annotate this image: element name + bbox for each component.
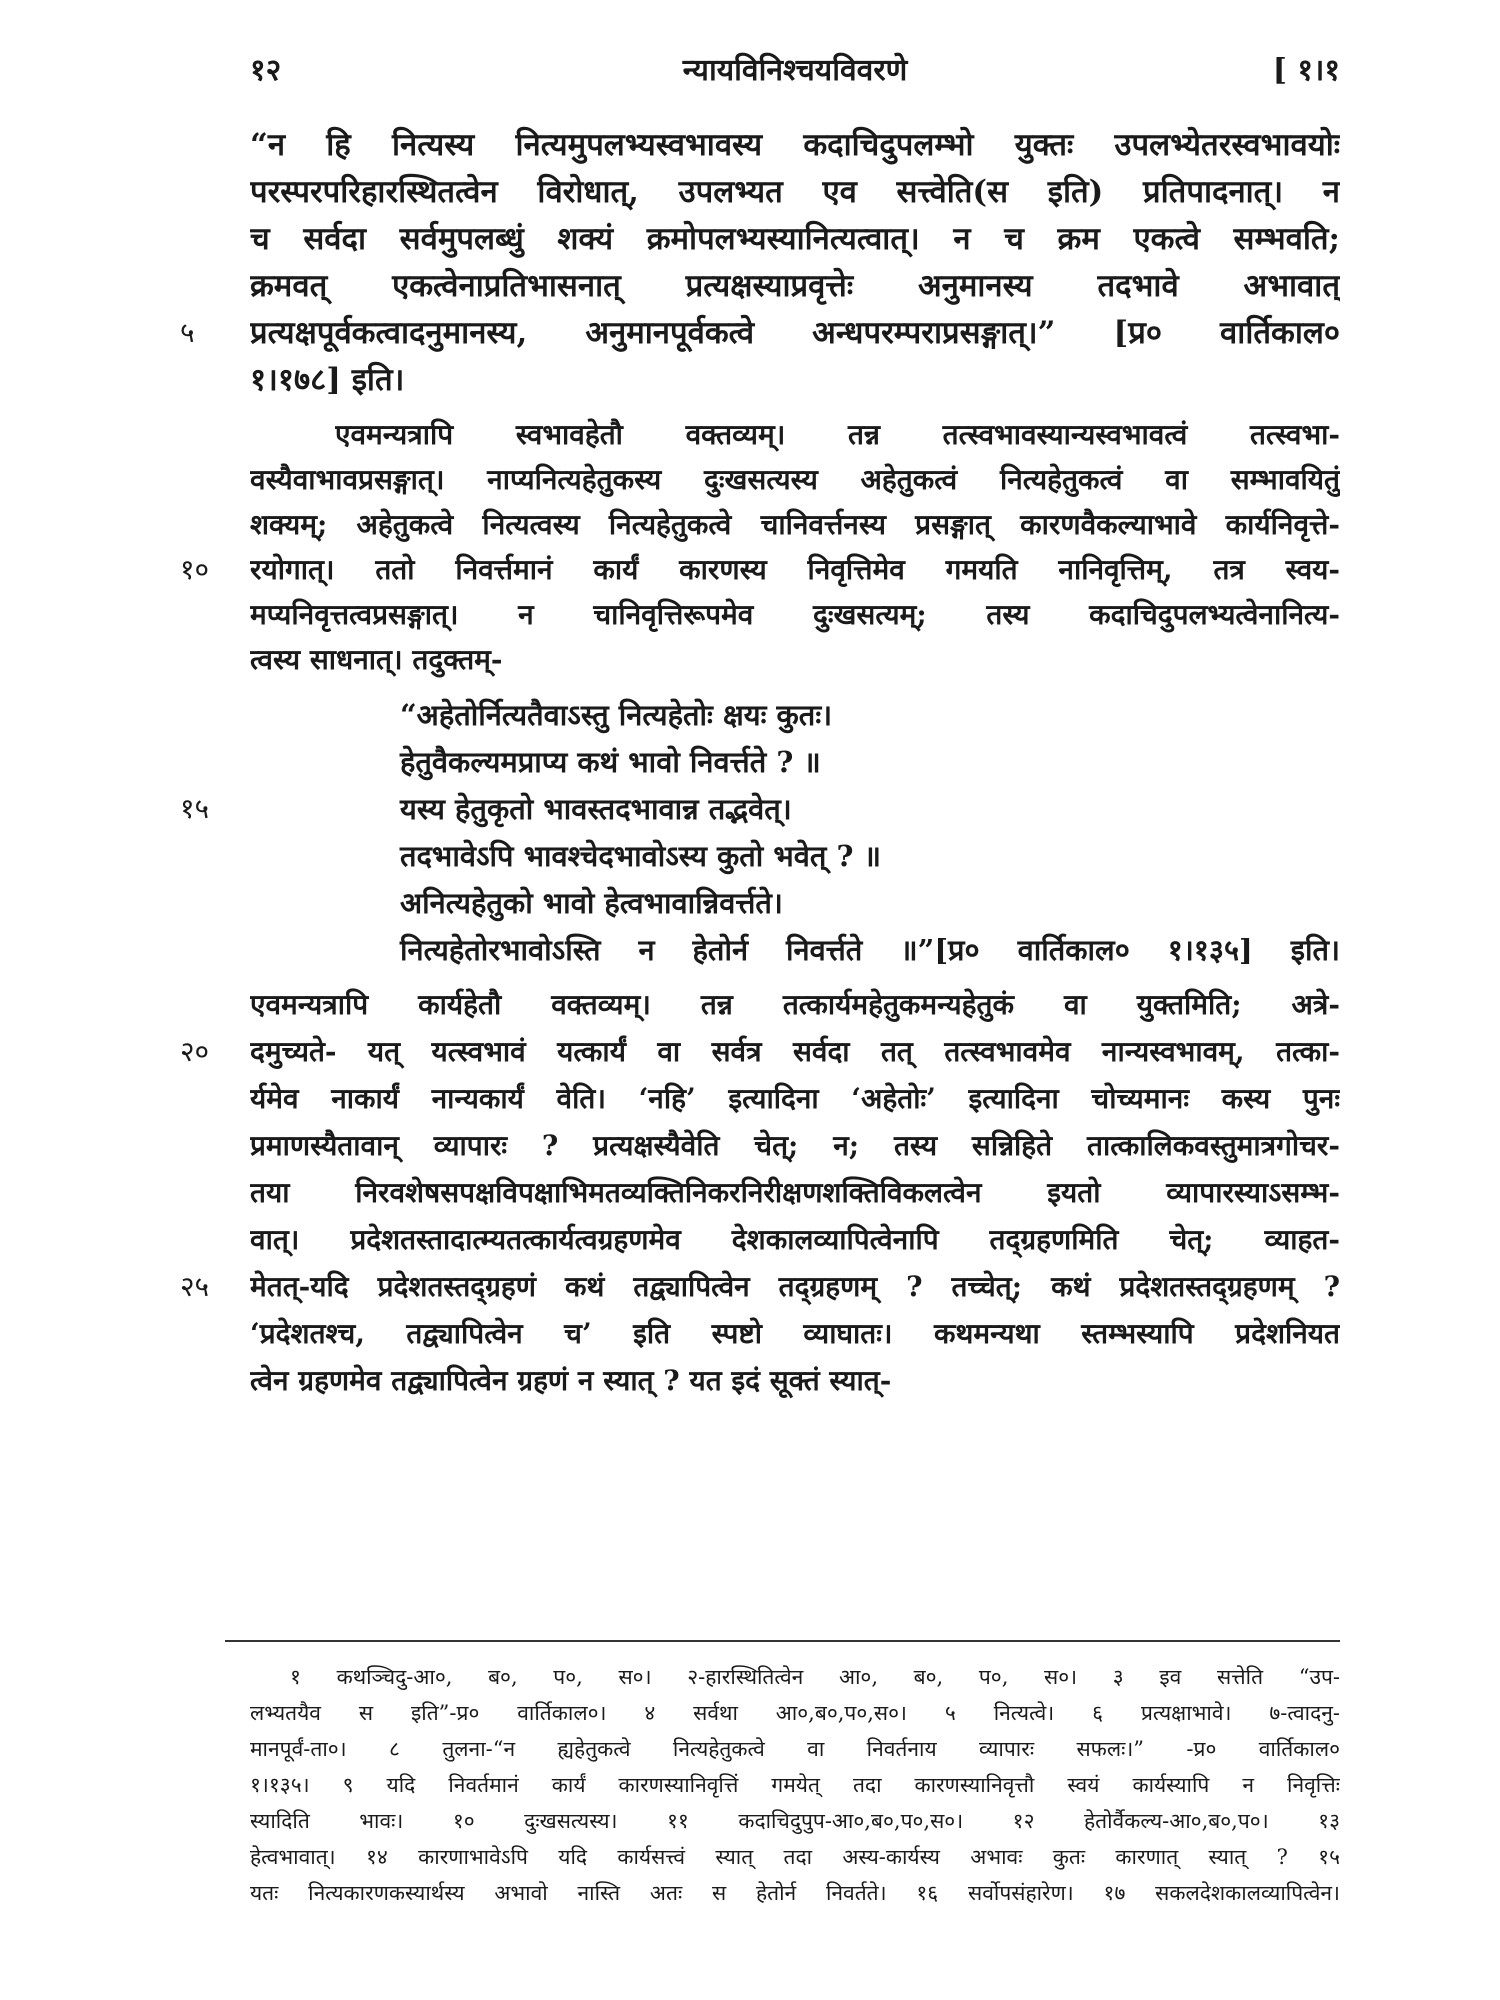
footnote-line: मानपूर्वं-ता०। ८ तुलना-“न ह्यहेतुकत्वे नित्यहेतुकत्वे वा निवर्तनाय व्यापारः सफलः।” -प्र० वार्तिकाल० [250,1737,1340,1761]
body-line: र्यमेव नाकार्यं नान्यकार्यं वेति। ‘नहि’ इत्यादिना ‘अहेतोः’ इत्यादिना चोच्यमानः कस्य पुनः [250,1082,1340,1115]
verse-line: “अहेतोर्नित्यतैवाऽस्तु नित्यहेतोः क्षयः कुतः। [400,698,833,732]
quote-line: “न हि नित्यस्य नित्यमुपलभ्यस्वभावस्य कदाचिदुपलम्भो युक्तः उपलभ्येतरस्वभावयोः [250,127,1340,163]
page-number: १२ [250,53,282,88]
verse-line: यस्य हेतुकृतो भावस्तदभावान्न तद्भवेत्। [400,792,792,826]
body-line: मेतत्-यदि प्रदेशतस्तद्ग्रहणं कथं तद्व्यापित्वेन तद्ग्रहणम् ? तच्चेत्; कथं प्रदेशतस्तद्ग्रहणम् ? [250,1270,1340,1303]
running-title: न्यायविनिश्चयविवरणे [682,53,908,88]
line-number: १० [180,553,210,586]
body-line: प्रमाणस्यैतावान् व्यापारः ? प्रत्यक्षस्यैवेति चेत्; न; तस्य सन्निहिते तात्कालिकवस्तुमात्रगोचर- [250,1129,1340,1162]
line-number: २५ [180,1270,210,1303]
verse-line: नित्यहेतोरभावोऽस्ति न हेतोर्न निवर्त्तते ॥”[प्र० वार्तिकाल० १।१३५] इति। [400,933,1340,967]
body-line: त्वेन ग्रहणमेव तद्व्यापित्वेन ग्रहणं न स्यात् ? यत इदं सूक्तं स्यात्- [250,1364,892,1397]
footnote-line: १ कथञ्चिदु-आ०, ब०, प०, स०। २-हारस्थितित्वेन आ०, ब०, प०, स०। ३ इव सत्तेति “उप- [290,1665,1340,1689]
footnote-line: १।१३५। ९ यदि निवर्तमानं कार्यं कारणस्यानिवृत्तिं गमयेत् तदा कारणस्यानिवृत्तौ स्वयं कार्यस्यापि न निवृत्तिः [250,1773,1340,1797]
page-header [250,48,1340,98]
footnote-line: हेत्वभावात्। १४ कारणाभावेऽपि यदि कार्यसत्त्वं स्यात् तदा अस्य-कार्यस्य अभावः कुतः कारणात् स्यात् ? १५ [250,1845,1340,1869]
quote-line: क्रमवत् एकत्वेनाप्रतिभासनात् प्रत्यक्षस्याप्रवृत्तेः अनुमानस्य तदभावे अभावात् [250,268,1340,304]
body-line: दमुच्यते- यत् यत्स्वभावं यत्कार्यं वा सर्वत्र सर्वदा तत् तत्स्वभावमेव नान्यस्वभावम्, तत्का- [250,1035,1340,1068]
quote-line: च सर्वदा सर्वमुपलब्धुं शक्यं क्रमोपलभ्यस्यानित्यत्वात्। न च क्रम एकत्वे सम्भवति; [250,221,1340,257]
quote-line: परस्परपरिहारस्थितत्वेन विरोधात्, उपलभ्यत एव सत्त्वेति(स इति) प्रतिपादनात्। न [250,174,1340,210]
footnote-divider [225,1640,1340,1642]
verse-line: अनित्यहेतुको भावो हेत्वभावान्निवर्त्तते। [400,886,783,920]
quote-line: १।१७८] इति। [250,362,405,398]
line-number: २० [180,1035,210,1068]
section-reference: [ १।१ [1272,53,1340,88]
footnote-line: स्यादिति भावः। १० दुःखसत्यस्य। ११ कदाचिदुपुप-आ०,ब०,प०,स०। १२ हेतोर्वैकल्य-आ०,ब०,प०। १३ [250,1809,1340,1833]
body-line: वात्। प्रदेशतस्तादात्म्यतत्कार्यत्वग्रहणमेव देशकालव्यापित्वेनापि तद्ग्रहणमिति चेत्; व्याहत- [250,1223,1340,1256]
body-line: तया निरवशेषसपक्षविपक्षाभिमतव्यक्तिनिकरनिरीक्षणशक्तिविकलत्वेन इयतो व्यापारस्याऽसम्भ- [250,1176,1340,1209]
body-line: एवमन्यत्रापि कार्यहेतौ वक्तव्यम्। तन्न तत्कार्यमहेतुकमन्यहेतुकं वा युक्तमिति; अत्रे- [250,988,1340,1021]
footnote-line: यतः नित्यकारणकस्यार्थस्य अभावो नास्ति अतः स हेतोर्न निवर्तते। १६ सर्वोपसंहारेण। १७ सकलदेशकालव्यापित्वेन। [250,1881,1340,1905]
verse-line: हेतुवैकल्यमप्राप्य कथं भावो निवर्त्तते ? ॥ [400,745,821,779]
body-line: त्वस्य साधनात्। तदुक्तम्- [250,643,503,676]
line-number: ५ [180,316,195,349]
body-line: वस्यैवाभावप्रसङ्गात्। नाप्यनित्यहेतुकस्य दुःखसत्यस्य अहेतुकत्वं नित्यहेतुकत्वं वा सम्भावयितुं [250,463,1340,496]
quote-line: प्रत्यक्षपूर्वकत्वादनुमानस्य, अनुमानपूर्वकत्वे अन्धपरम्पराप्रसङ्गात्।” [प्र० वार्तिकाल० [250,315,1340,351]
footnote-line: लभ्यतयैव स इति”-प्र० वार्तिकाल०। ४ सर्वथा आ०,ब०,प०,स०। ५ नित्यत्वे। ६ प्रत्यक्षाभावे। ७-त्वादनु- [250,1701,1340,1725]
body-line: ‘प्रदेशतश्च, तद्व्यापित्वेन च’ इति स्पष्टो व्याघातः। कथमन्यथा स्तम्भस्यापि प्रदेशनियत [250,1317,1340,1350]
body-line: रयोगात्। ततो निवर्त्तमानं कार्यं कारणस्य निवृत्तिमेव गमयति नानिवृत्तिम्, तत्र स्वय- [250,553,1340,586]
body-line: एवमन्यत्रापि स्वभावहेतौ वक्तव्यम्। तन्न तत्स्वभावस्यान्यस्वभावत्वं तत्स्वभा- [335,418,1340,451]
line-number: १५ [180,792,210,825]
body-line: शक्यम्; अहेतुकत्वे नित्यत्वस्य नित्यहेतुकत्वे चानिवर्त्तनस्य प्रसङ्गात् कारणवैकल्याभावे कार्यनिवृत्ते- [250,508,1340,541]
body-line: मप्यनिवृत्तत्वप्रसङ्गात्। न चानिवृत्तिरूपमेव दुःखसत्यम्; तस्य कदाचिदुपलभ्यत्वेनानित्य- [250,598,1340,631]
verse-line: तदभावेऽपि भावश्चेदभावोऽस्य कुतो भवेत् ? ॥ [400,839,882,873]
